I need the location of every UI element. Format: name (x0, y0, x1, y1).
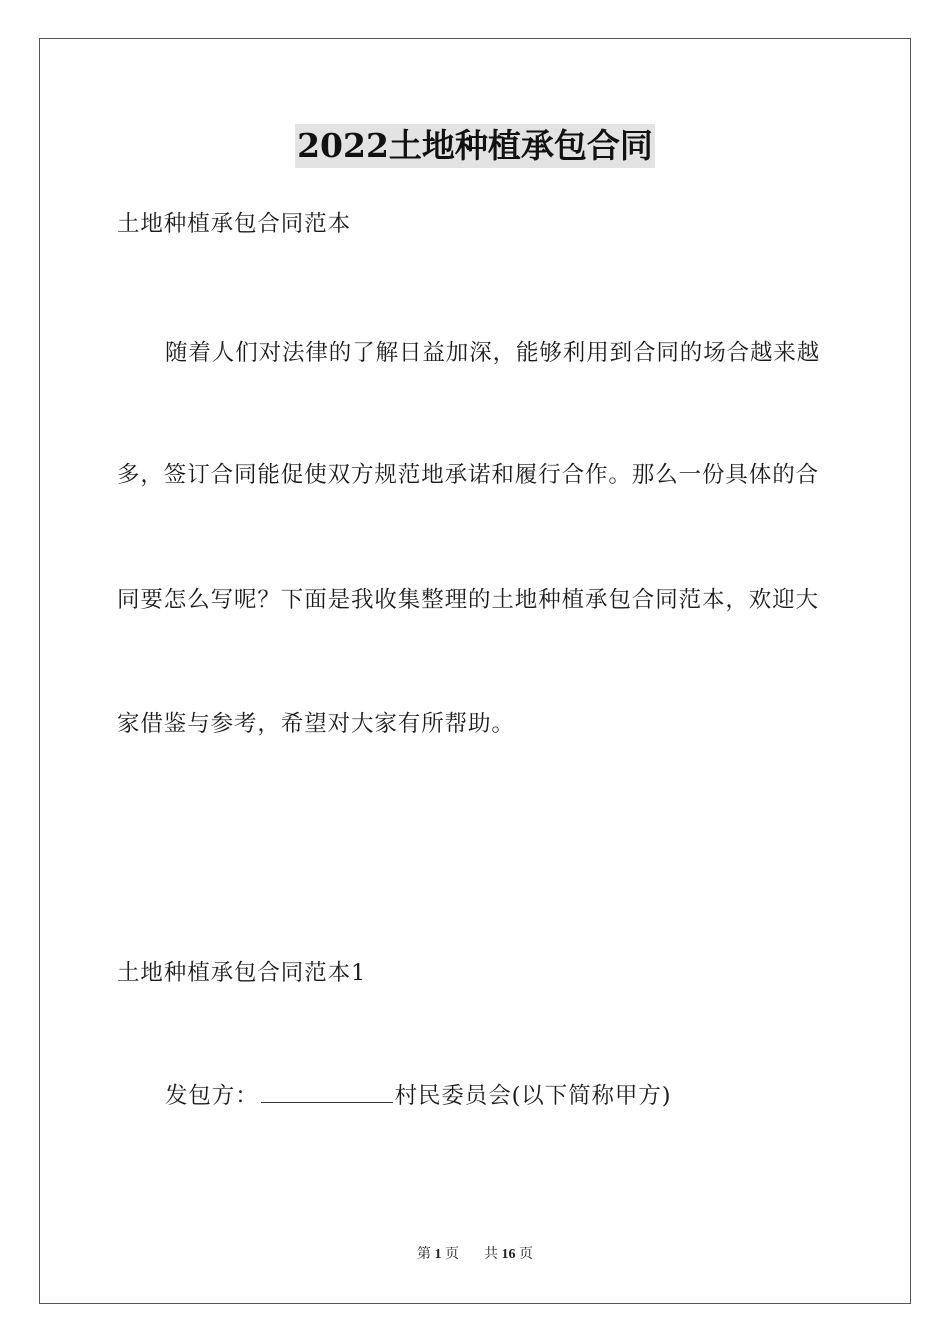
party-a-line (165, 1081, 671, 1111)
footer-page-suffix: 页 (445, 1247, 459, 1262)
intro-line-3: 同要怎么写呢？下面是我收集整理的土地种植承包合同范本，欢迎大 (117, 587, 820, 613)
party-a-blank (261, 1082, 393, 1103)
footer-total-prefix: 共 (484, 1247, 498, 1262)
party-a-label: 发包方： (165, 1083, 259, 1109)
footer-page-prefix: 第 (417, 1247, 431, 1262)
intro-line-1: 随着人们对法律的了解日益加深，能够利用到合同的场合越来越 (165, 340, 821, 366)
intro-line-2: 多，签订合同能促使双方规范地承诺和履行合作。那么一份具体的合 (117, 462, 820, 488)
footer-page-number: 1 (434, 1247, 442, 1262)
party-a-text: 村民委员会(以下简称甲方) (394, 1083, 672, 1109)
title-wrapper (0, 124, 950, 168)
footer-total-suffix: 页 (519, 1247, 533, 1262)
page-footer (0, 1245, 950, 1265)
document-subtitle: 土地种植承包合同范本 (117, 211, 352, 237)
section-heading: 土地种植承包合同范本1 (117, 960, 367, 986)
intro-line-4: 家借鉴与参考，希望对大家有所帮助。 (117, 711, 515, 737)
document-title: 2022土地种植承包合同 (295, 124, 655, 168)
footer-total-pages: 16 (501, 1247, 516, 1262)
